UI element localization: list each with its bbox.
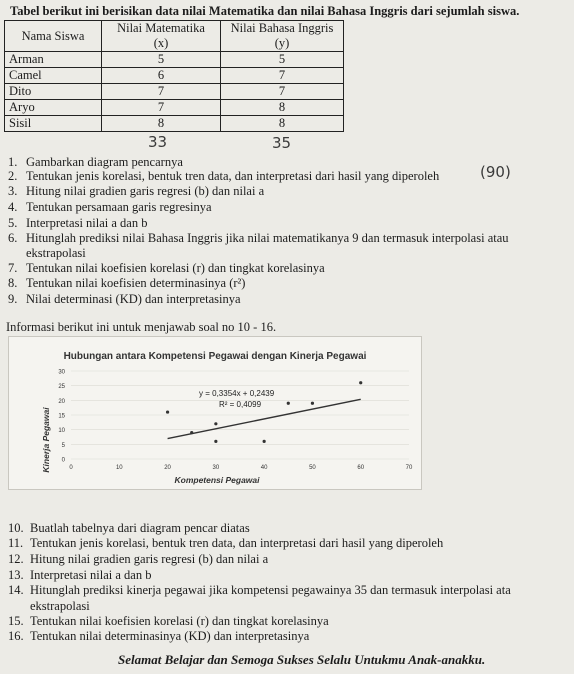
question-text: Tentukan nilai koefisien determinasinya (r²): [26, 276, 246, 290]
question-number: 13.: [8, 568, 24, 582]
question-10: [8, 521, 250, 536]
question-text: Hitunglah prediksi kinerja pegawai jika kompetensi pegawainya 35 dan termasuk interpolasi ata: [30, 583, 511, 597]
y-tick-label: 15: [58, 413, 65, 420]
table-row: [5, 100, 344, 116]
cell-name: Aryo: [5, 100, 102, 116]
table-row: [5, 52, 344, 68]
question-number: 12.: [8, 552, 24, 566]
scatter-chart: [9, 337, 421, 489]
cell-x: 7: [102, 84, 221, 100]
y-tick-labels: [58, 370, 65, 464]
question-3: [8, 184, 264, 199]
regression-equation: y = 0,3354x + 0,2439: [199, 389, 275, 398]
question-text: Tentukan jenis korelasi, bentuk tren data, dan interpretasi dari hasil yang diperoleh: [30, 536, 444, 550]
question-number: 7.: [8, 261, 18, 275]
data-point: [263, 440, 266, 443]
question-number: 16.: [8, 629, 24, 643]
header-sub: (y): [274, 36, 290, 50]
question-text: Tentukan persamaan garis regresinya: [26, 200, 212, 214]
question-6: [8, 231, 509, 246]
question-text: Gambarkan diagram pencarnya: [26, 155, 183, 169]
cell-y: 8: [221, 100, 344, 116]
x-tick-label: 30: [212, 465, 220, 471]
question-11: [8, 536, 443, 551]
question-number: 5.: [8, 216, 18, 230]
y-tick-label: 25: [58, 384, 65, 391]
data-point: [287, 402, 290, 405]
x-axis-label: Kompetensi Pegawai: [174, 475, 260, 485]
y-tick-label: 0: [61, 457, 65, 464]
question-15: [8, 614, 329, 629]
cell-name: Arman: [5, 52, 102, 68]
x-tick-label: 40: [260, 465, 268, 471]
chart-sheet: [8, 336, 422, 490]
header-label: Nilai Matematika: [117, 21, 205, 35]
x-tick-label: 50: [309, 465, 316, 471]
table-header-row: [5, 21, 344, 52]
question-14-continuation: ekstrapolasi: [30, 599, 90, 613]
header-label: Nilai Bahasa Inggris: [230, 21, 334, 35]
data-point: [214, 440, 217, 443]
y-tick-label: 30: [58, 369, 65, 376]
y-tick-label: 5: [61, 442, 65, 449]
cell-name: Dito: [5, 84, 102, 100]
closing-message: Selamat Belajar dan Semoga Sukses Selalu Untukmu Anak-anakku.: [118, 652, 486, 667]
y-axis-label: Kinerja Pegawai: [41, 407, 51, 473]
question-text: Hitung nilai gradien garis regresi (b) dan nilai a: [26, 184, 265, 198]
handwritten-note: (90): [480, 163, 511, 181]
data-point: [166, 410, 169, 413]
x-tick-label: 20: [164, 465, 171, 471]
cell-y: 5: [221, 52, 344, 68]
question-number: 2.: [8, 169, 18, 183]
header-nama: [5, 21, 102, 52]
question-text: Buatlah tabelnya dari diagram pencar diatas: [30, 521, 250, 535]
r-squared-label: R² = 0,4099: [219, 400, 262, 409]
question-7: [8, 261, 325, 276]
question-number: 14.: [8, 583, 24, 597]
table-row: [5, 68, 344, 84]
question-text: Hitunglah prediksi nilai Bahasa Inggris jika nilai matematikanya 9 dan termasuk interpolasi atau: [26, 231, 509, 245]
question-5: [8, 216, 147, 231]
handwritten-sum-y: 35: [272, 134, 292, 152]
x-tick-label: 0: [69, 465, 73, 471]
table-row: [5, 116, 344, 132]
question-number: 10.: [8, 521, 24, 535]
question-6-continuation: ekstrapolasi: [26, 246, 86, 260]
question-number: 9.: [8, 292, 18, 306]
question-1: [8, 155, 183, 170]
plot-grid: [71, 371, 409, 459]
question-text: Interpretasi nilai a dan b: [26, 216, 148, 230]
x-tick-label: 70: [405, 465, 413, 471]
question-number: 8.: [8, 276, 18, 290]
question-2: [8, 169, 439, 184]
data-point: [190, 431, 193, 434]
cell-y: 7: [221, 68, 344, 84]
y-tick-label: 20: [58, 398, 65, 405]
intro-text: Tabel berikut ini berisikan data nilai Matematika dan nilai Bahasa Inggris dari sejumlah siswa.: [10, 4, 520, 18]
handwritten-sum-x: 33: [148, 133, 168, 151]
question-number: 11.: [8, 536, 24, 550]
data-point: [359, 381, 362, 384]
question-13: [8, 568, 151, 583]
x-tick-labels: [69, 465, 413, 471]
table-row: [5, 84, 344, 100]
question-number: 6.: [8, 231, 18, 245]
chart-title: Hubungan antara Kompetensi Pegawai dengan Kinerja Pegawai: [63, 351, 367, 362]
cell-x: 5: [102, 52, 221, 68]
question-number: 4.: [8, 200, 18, 214]
question-text: Interpretasi nilai a dan b: [30, 568, 152, 582]
question-text: Tentukan jenis korelasi, bentuk tren data, dan interpretasi dari hasil yang diperoleh: [26, 169, 440, 183]
question-12: [8, 552, 268, 567]
question-text: Tentukan nilai determinasinya (KD) dan interpretasinya: [30, 629, 310, 643]
question-number: 3.: [8, 184, 18, 198]
cell-x: 8: [102, 116, 221, 132]
header-sub: (x): [153, 36, 169, 50]
question-text: Hitung nilai gradien garis regresi (b) dan nilai a: [30, 552, 269, 566]
header-label: Nama Siswa: [21, 28, 85, 43]
cell-x: 6: [102, 68, 221, 84]
trendline-group: [168, 399, 361, 438]
trendline: [168, 399, 361, 438]
header-matematika: [102, 21, 221, 52]
question-text: Nilai determinasi (KD) dan interpretasinya: [26, 292, 241, 306]
question-16: [8, 629, 309, 644]
data-point: [311, 402, 314, 405]
cell-y: 8: [221, 116, 344, 132]
cell-name: Camel: [5, 68, 102, 84]
data-table: [4, 20, 344, 132]
data-point: [214, 422, 217, 425]
question-text: Tentukan nilai koefisien korelasi (r) dan tingkat korelasinya: [30, 614, 329, 628]
question-number: 15.: [8, 614, 24, 628]
question-8: [8, 276, 245, 291]
cell-y: 7: [221, 84, 344, 100]
x-tick-label: 60: [357, 465, 365, 471]
header-bahasa-inggris: [221, 21, 344, 52]
question-number: 1.: [8, 155, 18, 169]
question-text: Tentukan nilai koefisien korelasi (r) dan tingkat korelasinya: [26, 261, 325, 275]
info-text: Informasi berikut ini untuk menjawab soal no 10 - 16.: [6, 320, 277, 334]
cell-name: Sisil: [5, 116, 102, 132]
cell-x: 7: [102, 100, 221, 116]
y-tick-label: 10: [58, 428, 65, 435]
question-9: [8, 292, 241, 307]
question-4: [8, 200, 212, 215]
question-14: [8, 583, 511, 598]
x-tick-label: 10: [115, 465, 123, 471]
